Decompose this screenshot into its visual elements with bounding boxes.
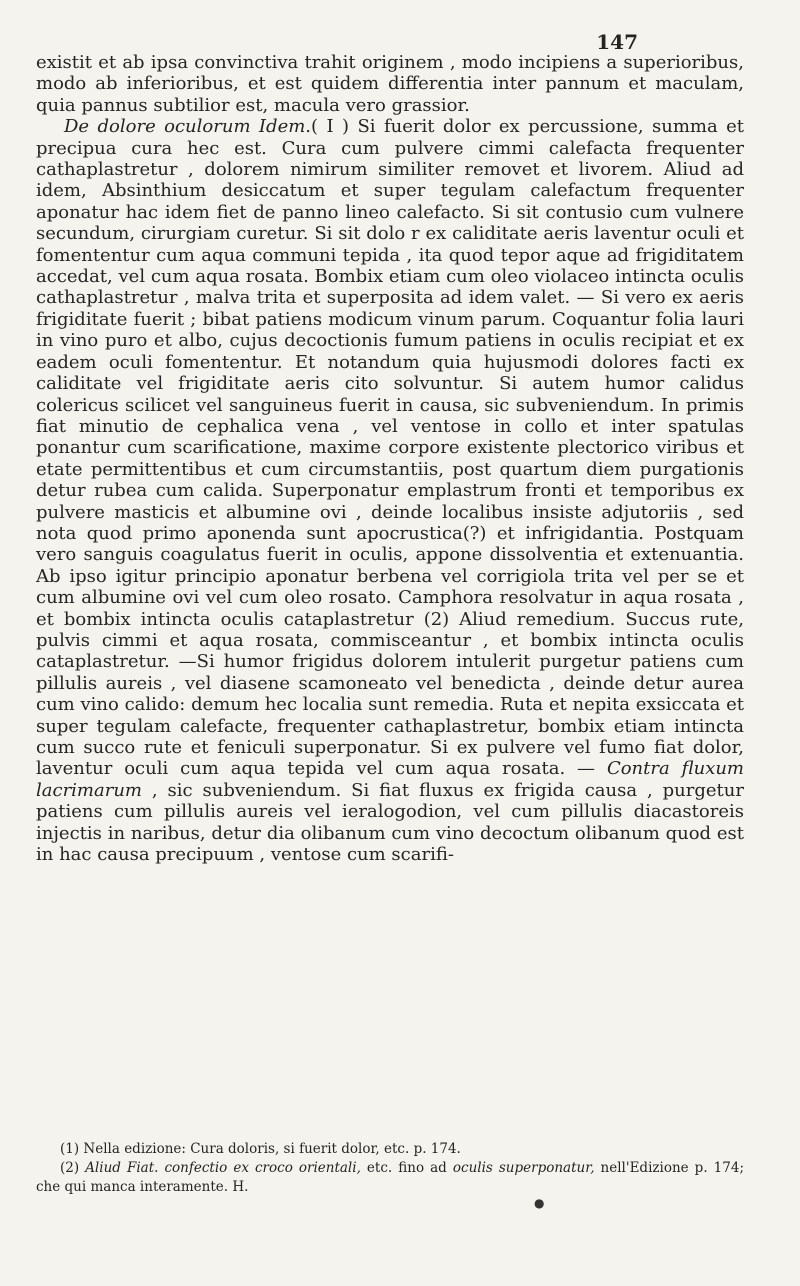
paragraph-2-text: Si fuerit dolor ex percussione, summa et precipua cura hec est. Cura cum pulvere cimmi calefacta frequenter cathaplastretur , dolorem nimirum similiter removet et livorem. Aliud ad idem, Absinthium desiccatum et super tegulam calefactum frequenter aponatur hac idem fiet de panno lineo calefacto. Si sit contusio cum vulnere secundum, cirurgiam curetur. Si sit dolo r ex caliditate aeris laventur oculi et fomententur cum aqua communi tepida , ita quod tepor aque ad frigiditatem accedat, vel cum aqua rosata. Bombix etiam cum oleo violaceo intincta oculis cathaplastretur , malva trita et superposita ad idem valet. — Si vero ex aeris frigiditate fuerit ; bibat patiens modicum vinum parum. Coquantur folia lauri in vino puro et albo, cujus decoctionis fumum patiens in oculis recipiat et ex eadem oculi fomententur. Et notandum quia hujusmodi dolores facti ex caliditate vel frigiditate aeris cito solvuntur. Si autem humor calidus colericus scilicet vel sanguineus fuerit in causa, sic subveniendum. In primis fiat minutio de cephalica vena , vel ventose in collo et inter spatulas ponantur cum scarificatione, maxime corpore existente plectorico viribus et etate permittentibus et cum circumstantiis, post quartum diem purgationis detur rubea cum calida. Superponatur emplastrum fronti et temporibus ex pulvere masticis et albumine ovi , deinde localibus insiste adjutoriis , sed nota quod primo aponenda sunt apocrustica(?) et infrigidantia. Postquam vero sanguis coagulatus fuerit in oculis, appone dissolventia et extenuantia. Ab ipso igitur principio aponatur berbena vel corrigiola trita vel per se et cum albumine ovi vel cum oleo rosato. Camphora resolvatur in aqua rosata , et bombix intincta oculis cataplastretur (2) Aliud remedium. Succus rute, pulvis cimmi et aqua rosata, commisceantur , et bombix intincta oculis cataplastretur. —Si humor frigidus dolorem intulerit purgetur patiens cum pillulis aureis , vel diasene scamoneato vel benedicta , deinde detur aurea cum vino calido: demum hec localia sunt remedia. Ruta et nepita exsiccata et super tegulam calefacte, frequenter cathaplastretur, bombix etiam intincta cum succo rute et feniculi superponatur. Si ex pulvere vel fumo fiat dolor, laventur oculi cum aqua tepida vel cum aqua rosata. — <box>36 116 744 780</box>
footnote-2-text-1: etc. fino ad <box>360 1160 453 1176</box>
footnote-2-italic-2: oculis superponatur, <box>452 1160 595 1176</box>
footnote-1 <box>36 1140 744 1159</box>
section-heading-dolore: De dolore oculorum Idem. <box>64 116 312 138</box>
footnote-rule <box>36 1132 744 1133</box>
footnote-2-text-2: nell'Edizione p. 174; che qui manca interamente. H. <box>36 1160 744 1195</box>
footnote-1-text: Nella edizione: Cura doloris, si fuerit dolor, etc. p. 174. <box>79 1141 461 1157</box>
paragraph-1: existit et ab ipsa convinctiva trahit originem , modo incipiens a superioribus, modo ab inferioribus, et est quidem differentia inter pannum et maculam, quia pannus subtilior est, macula vero grassior. <box>36 52 744 116</box>
footnote-2 <box>36 1159 744 1197</box>
printer-mark: ● <box>534 1196 545 1210</box>
footnote-ref-1: ( I ) <box>311 116 350 138</box>
footnote-2-italic-1: Aliud Fiat. confectio ex croco orientali, <box>85 1160 361 1176</box>
footnotes <box>36 1140 744 1197</box>
page-number: 147 <box>596 30 638 54</box>
section-heading-fluxum: Contra fluxum lacrimarum <box>36 758 745 801</box>
paragraph-2-text-continued: , sic subveniendum. Si fiat fluxus ex frigida causa , purgetur patiens cum pillulis aureis vel ieralogodion, vel cum pillulis diacastoreis injectis in naribus, detur dia olibanum cum vino decoctum olibanum quod est in hac causa precipuum , ventose cum scarifi- <box>36 779 744 866</box>
footnote-1-marker: (1) <box>60 1141 80 1157</box>
footnote-2-marker: (2) <box>60 1160 80 1176</box>
body-text <box>36 52 744 865</box>
paragraph-2 <box>36 116 744 865</box>
